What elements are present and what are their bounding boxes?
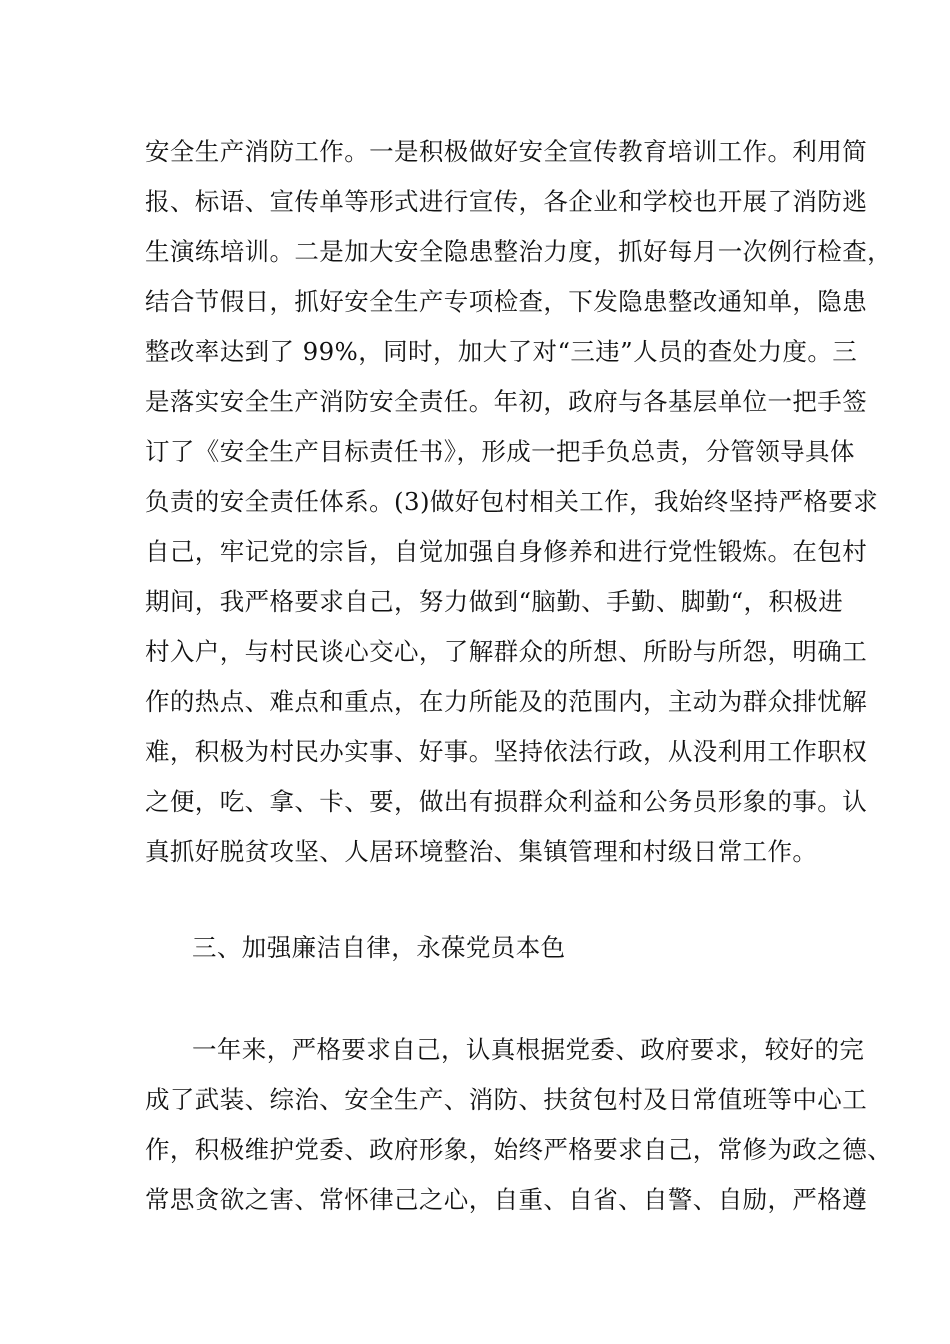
- paragraph-1-line-13: 难，积极为村民办实事、好事。坚持依法行政，从没利用工作职权: [145, 737, 868, 766]
- paragraph-1-line-12: 作的热点、难点和重点，在力所能及的范围内，主动为群众排忧解: [145, 687, 868, 716]
- paragraph-2-line-1: 一年来，严格要求自己，认真根据党委、政府要求，较好的完: [192, 1035, 865, 1064]
- paragraph-1-line-11: 村入户，与村民谈心交心，了解群众的所想、所盼与所怨，明确工: [145, 637, 868, 666]
- paragraph-1-line-1: 安全生产消防工作。一是积极做好安全宣传教育培训工作。利用简: [145, 137, 868, 166]
- paragraph-1-line-8: 负责的安全责任体系。(3)做好包村相关工作，我始终坚持严格要求: [145, 487, 879, 516]
- paragraph-1-line-9: 自己，牢记党的宗旨，自觉加强自身修养和进行党性锻炼。在包村: [145, 537, 868, 566]
- paragraph-2-line-3: 作，积极维护党委、政府形象，始终严格要求自己，常修为政之德、: [145, 1135, 892, 1164]
- paragraph-1-line-14: 之便，吃、拿、卡、要，做出有损群众利益和公务员形象的事。认: [145, 787, 868, 816]
- paragraph-1-line-6: 是落实安全生产消防安全责任。年初，政府与各基层单位一把手签: [145, 387, 868, 416]
- paragraph-1-line-15: 真抓好脱贫攻坚、人居环境整治、集镇管理和村级日常工作。: [145, 837, 818, 866]
- paragraph-2-line-4: 常思贪欲之害、常怀律己之心，自重、自省、自警、自励，严格遵: [145, 1185, 868, 1214]
- paragraph-1-line-7: 订了《安全生产目标责任书》，形成一把手负总责，分管领导具体: [145, 437, 855, 466]
- paragraph-2-line-2: 成了武装、综治、安全生产、消防、扶贫包村及日常值班等中心工: [145, 1085, 868, 1114]
- paragraph-1-line-3: 生演练培训。二是加大安全隐患整治力度，抓好每月一次例行检查，: [145, 237, 892, 266]
- paragraph-1-line-4: 结合节假日，抓好安全生产专项检查，下发隐患整改通知单，隐患: [145, 287, 868, 316]
- paragraph-1-line-5: 整改率达到了 99%，同时，加大了对“三违”人员的查处力度。三: [145, 337, 858, 366]
- paragraph-1-line-2: 报、标语、宣传单等形式进行宣传，各企业和学校也开展了消防逃: [145, 187, 868, 216]
- section-heading: 三、加强廉洁自律，永葆党员本色: [192, 933, 566, 962]
- paragraph-1-line-10: 期间，我严格要求自己，努力做到“脑勤、手勤、脚勤“，积极进: [145, 587, 844, 616]
